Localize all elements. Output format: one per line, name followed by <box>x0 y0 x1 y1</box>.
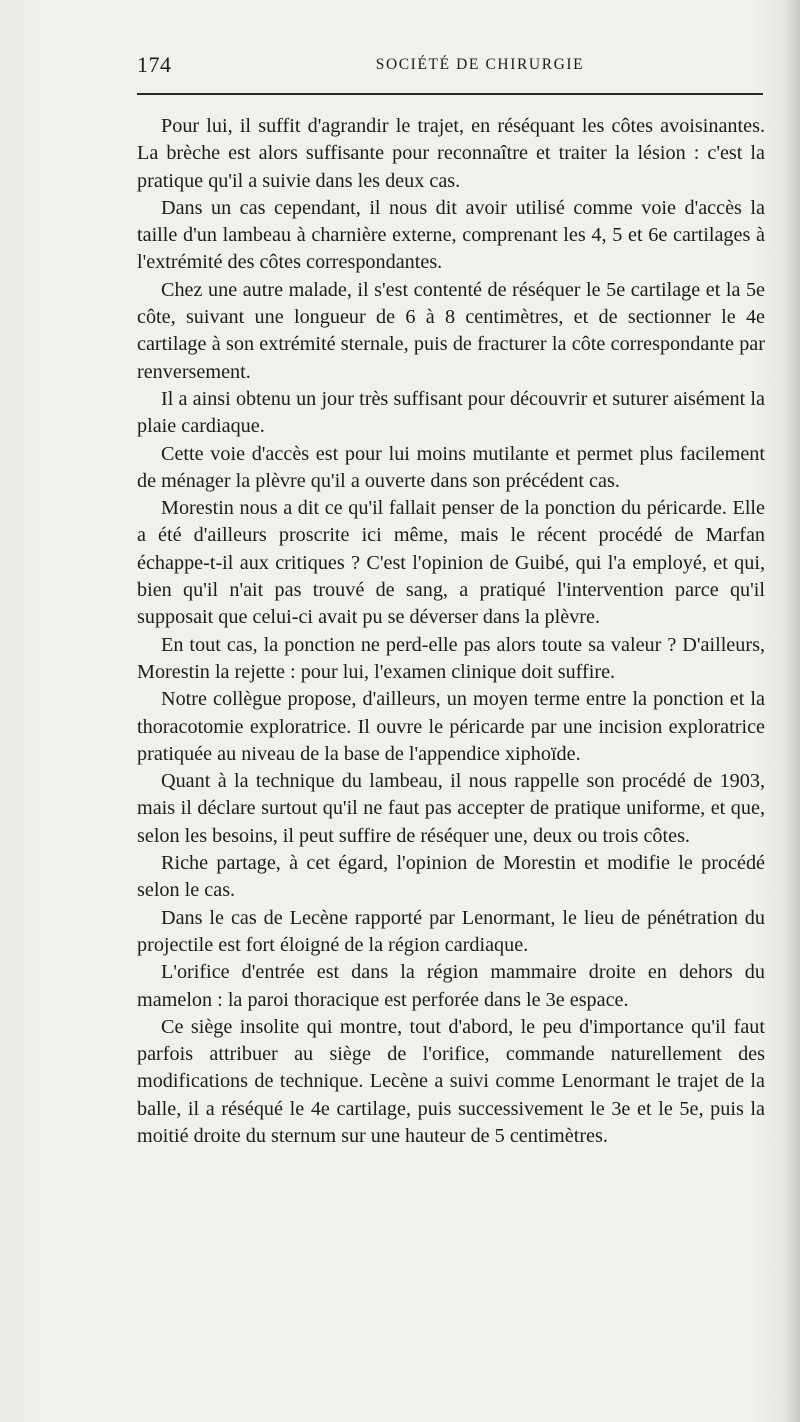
paragraph: L'orifice d'entrée est dans la région mammaire droite en dehors du mamelon : la paroi thoracique est perforée dans le 3e espace. <box>137 961 765 1011</box>
paragraph: Morestin nous a dit ce qu'il fallait penser de la ponction du péricarde. Elle a été d'ailleurs proscrite ici même, mais le récent procédé de Marfan échappe-t-il aux critiques ? C'est l'opinion de Guibé, qui l'a employé, et qui, bien qu'il n'ait pas trouvé de sang, a pratiqué l'intervention parce qu'il supposait que celui-ci avait pu se déverser dans la plèvre. <box>137 497 765 629</box>
header-rule <box>137 93 763 95</box>
body-text <box>137 113 765 1150</box>
page-number: 174 <box>137 52 172 77</box>
paragraph: Notre collègue propose, d'ailleurs, un moyen terme entre la ponction et la thoracotomie exploratrice. Il ouvre le péricarde par une incision exploratrice pratiquée au niveau de la base de l'appendice xiphoïde. <box>137 688 765 765</box>
paragraph: Riche partage, à cet égard, l'opinion de Morestin et modifie le procédé selon le cas. <box>137 852 765 902</box>
paragraph: Quant à la technique du lambeau, il nous rappelle son procédé de 1903, mais il déclare surtout qu'il ne faut pas accepter de pratique uniforme, et que, selon les besoins, il peut suffire de réséquer une, deux ou trois côtes. <box>137 770 765 847</box>
paragraph: Dans un cas cependant, il nous dit avoir utilisé comme voie d'accès la taille d'un lambeau à charnière externe, comprenant les 4, 5 et 6e cartilages à l'extrémité des côtes correspondantes. <box>137 196 765 274</box>
running-head: SOCIÉTÉ DE CHIRURGIE <box>375 56 585 73</box>
paragraph: Cette voie d'accès est pour lui moins mutilante et permet plus facilement de ménager la plèvre qu'il a ouverte dans son précédent cas. <box>137 442 765 492</box>
paragraph: Dans le cas de Lecène rapporté par Lenormant, le lieu de pénétration du projectile est fort éloigné de la région cardiaque. <box>137 906 765 956</box>
paragraph: Il a ainsi obtenu un jour très suffisant pour découvrir et suturer aisément la plaie cardiaque. <box>137 387 765 438</box>
paragraph: Ce siège insolite qui montre, tout d'abord, le peu d'importance qu'il faut parfois attribuer au siège de l'orifice, commande naturellement des modifications de technique. Lecène a suivi comme Lenormant le trajet de la balle, il a réséqué le 4e cartilage, puis successivement le 3e et le 5e, puis la moitié droite du sternum sur une hauteur de 5 centimètres. <box>137 1015 765 1147</box>
page-edge-shadow <box>782 0 800 1422</box>
paragraph: Pour lui, il suffit d'agrandir le trajet, en réséquant les côtes avoisinantes. La brèche est alors suffisante pour reconnaître et traiter la lésion : c'est la pratique qu'il a suivie dans les deux cas. <box>137 115 765 192</box>
paragraph: Chez une autre malade, il s'est contenté de réséquer le 5e cartilage et la 5e côte, suivant une longueur de 6 à 8 centimètres, et de sectionner le 4e cartilage à son extrémité sternale, puis de fracturer la côte correspondante par renversement. <box>137 278 765 383</box>
page-header <box>137 52 763 84</box>
paragraph: En tout cas, la ponction ne perd-elle pas alors toute sa valeur ? D'ailleurs, Morestin la rejette : pour lui, l'examen clinique doit suffire. <box>137 633 765 683</box>
